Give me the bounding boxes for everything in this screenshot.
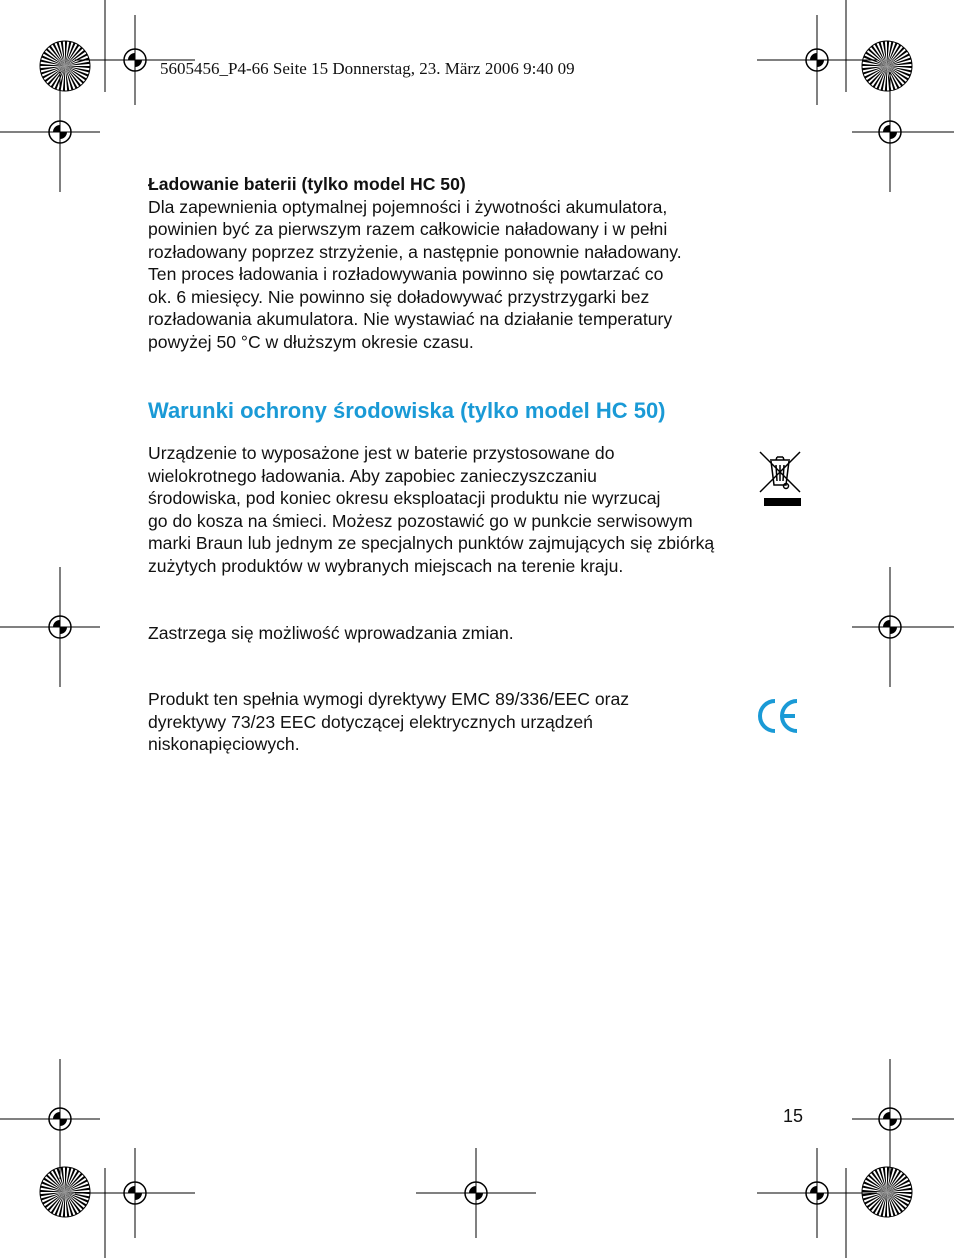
body-line: Urządzenie to wyposażone jest w baterie przystosowane do [148,443,615,463]
section-changes-reserved [148,622,808,645]
body-line: go do kosza na śmieci. Możesz pozostawić go w punkcie serwisowym [148,510,693,531]
body-line: powinien być za pierwszym razem całkowicie naładowany i w pełni [148,219,668,239]
body-line: marki Braun lub jednym ze specjalnych punktów zajmujących się zbiórką [148,533,715,553]
section-heading-battery: Ładowanie baterii (tylko model HC 50) [148,174,466,194]
star-target-mark [862,41,912,91]
body-line: środowiska, pod koniec okresu eksploatacji produktu nie wyrzucaj [148,488,661,508]
body-line: Zastrzega się możliwość wprowadzania zmian. [148,623,514,643]
body-line: ok. 6 miesięcy. Nie powinno się doładowywać przystrzygarki bez [148,286,650,307]
body-line: rozładowany poprzez strzyżenie, a następnie ponownie naładowany. [148,241,682,262]
body-line: Produkt ten spełnia wymogi dyrektywy EMC 89/336/EEC oraz [148,689,630,709]
body-line: Ten proces ładowania i rozładowywania powinno się powtarzać co [148,264,664,284]
page-number: 15 [783,1106,804,1126]
body-line: dyrektywy 73/23 EEC dotyczącej elektrycznych urządzeń [148,711,593,732]
page-content [148,173,808,754]
body-line: zużytych produktów w wybranych miejscach na terenie kraju. [148,555,624,576]
body-line: Dla zapewnienia optymalnej pojemności i żywotności akumulatora, [148,196,668,217]
body-line: rozładowania akumulatora. Nie wystawiać na działanie temperatury [148,309,673,329]
section-compliance [148,688,748,756]
crossed-out-wheelie-bin-icon [756,448,804,508]
section-environment [148,442,808,577]
star-target-mark [40,41,90,91]
body-line: wielokrotnego ładowania. Aby zapobiec zanieczyszczaniu [148,465,597,486]
section-heading-environment: Warunki ochrony środowiska (tylko model HC 50) [148,398,666,423]
star-target-mark [40,1167,90,1217]
body-line: niskonapięciowych. [148,734,300,754]
print-slug: 5605456_P4-66 Seite 15 Donnerstag, 23. März 2006 9:40 09 [160,59,575,78]
body-line: powyżej 50 °C w dłuższym okresie czasu. [148,331,474,352]
section-battery-charging [148,173,808,353]
ce-mark-icon [755,697,801,735]
star-target-mark [862,1167,912,1217]
